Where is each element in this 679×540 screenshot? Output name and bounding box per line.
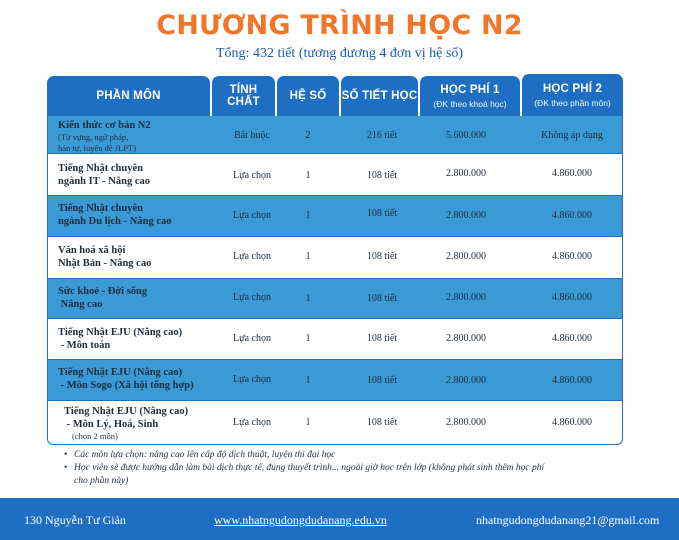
subject-cell xyxy=(58,244,218,270)
subject-name-line2: - Môn toán xyxy=(58,340,111,351)
type-cell: Lựa chọn xyxy=(233,374,271,385)
header-periods-label: SỐ TIẾT HỌC xyxy=(341,90,418,102)
fee1-cell: 2.800.000 xyxy=(446,168,486,179)
subject-name-line2: - Môn Lý, Hoá, Sinh xyxy=(64,419,159,430)
header-subject xyxy=(47,76,210,116)
header-type-label: TÍNH CHẤT xyxy=(227,84,260,108)
coef-cell: 1 xyxy=(305,417,311,428)
coef-cell: 1 xyxy=(305,293,311,304)
fee2-cell: Không áp dụng xyxy=(541,130,603,141)
header-coef xyxy=(277,76,339,116)
subject-cell xyxy=(58,162,218,188)
table-row xyxy=(47,360,623,401)
subject-name-line2: Nhật Bản - Nâng cao xyxy=(58,258,152,269)
fee2-cell: 4.860.000 xyxy=(552,375,592,386)
header-fee1-label: HỌC PHÍ 1 xyxy=(440,83,500,96)
coef-cell: 1 xyxy=(305,333,311,344)
coef-cell: 1 xyxy=(305,251,311,262)
fee1-cell: 2.800.000 xyxy=(446,375,486,386)
table-row xyxy=(47,401,623,445)
header-fee1-note: (ĐK theo khoá học) xyxy=(433,98,507,109)
type-cell: Lựa chọn xyxy=(233,292,271,303)
type-cell: Bắt buộc xyxy=(234,130,270,141)
subject-name-line2: - Môn Sogo (Xã hội tổng hợp) xyxy=(58,380,194,391)
subject-name-line2: ngành Du lịch - Nâng cao xyxy=(58,216,172,227)
footer-bar xyxy=(0,498,679,540)
subject-cell xyxy=(58,326,218,352)
subject-name-line2: Nâng cao xyxy=(58,299,103,310)
table-row xyxy=(47,196,623,237)
periods-cell: 108 tiết xyxy=(366,170,398,181)
type-cell: Lựa chọn xyxy=(233,333,271,344)
fee1-cell: 2.800.000 xyxy=(446,333,486,344)
fee1-cell: 2.800.000 xyxy=(446,210,486,221)
fee2-cell: 4.860.000 xyxy=(552,292,592,303)
header-type xyxy=(212,76,275,116)
subject-cell xyxy=(58,202,218,228)
fee1-cell: 2.800.000 xyxy=(446,417,486,428)
fee2-cell: 4.860.000 xyxy=(552,251,592,262)
page-title: CHƯƠNG TRÌNH HỌC N2 xyxy=(156,10,523,41)
table-row xyxy=(47,319,623,360)
notes-list xyxy=(64,449,644,488)
footer-email[interactable]: nhatngudongdudanang21@gmail.com xyxy=(476,513,660,527)
subject-name: Tiếng Nhật chuyên xyxy=(58,163,143,174)
subject-name: Tiếng Nhật chuyên xyxy=(58,203,143,214)
type-cell: Lựa chọn xyxy=(233,251,271,262)
periods-cell: 108 tiết xyxy=(366,251,398,262)
fee1-cell: 2.800.000 xyxy=(446,251,486,262)
header-fee1 xyxy=(420,76,520,116)
subject-cell xyxy=(58,119,218,154)
fee2-cell: 4.860.000 xyxy=(552,168,592,179)
coef-cell: 1 xyxy=(305,170,311,181)
table-row xyxy=(47,237,623,279)
footer-address: 130 Nguyễn Tư Giản xyxy=(24,513,126,527)
fee1-cell: 2.800.000 xyxy=(446,292,486,303)
header-fee2 xyxy=(522,74,623,116)
subject-name-line2: ngành IT - Nâng cao xyxy=(58,176,150,187)
coef-cell: 1 xyxy=(305,375,311,386)
subject-name: Tiếng Nhật EJU (Nâng cao) xyxy=(58,367,183,378)
note-item: • Học viên sẽ được hướng dẫn làm bài dịch thực tế, đúng thuyết trình... ngoài giờ học trên lớp (không phát sinh thêm học phí xyxy=(64,462,644,475)
subject-cell xyxy=(64,405,224,442)
subject-note: (Từ vựng, ngữ pháp, hán tự, luyện đề JLPT) xyxy=(58,132,137,153)
subject-name: Sức khoẻ - Đời sống xyxy=(58,286,148,297)
note-item: • Các môn lựa chọn: nâng cao lên cấp độ dịch thuật, luyện thi đại học xyxy=(64,449,644,462)
fee2-cell: 4.860.000 xyxy=(552,333,592,344)
fee2-cell: 4.860.000 xyxy=(552,210,592,221)
coef-cell: 1 xyxy=(305,210,311,221)
header-fee2-label: HỌC PHÍ 2 xyxy=(542,82,603,95)
subject-name: Kiến thức cơ bản N2 xyxy=(58,120,151,131)
type-cell: Lựa chọn xyxy=(233,170,271,181)
periods-cell: 108 tiết xyxy=(366,375,398,386)
note-item-continuation: cho phần này) xyxy=(74,476,129,486)
periods-cell: 108 tiết xyxy=(366,208,398,219)
fee2-cell: 4.860.000 xyxy=(552,417,592,428)
periods-cell: 108 tiết xyxy=(366,293,398,304)
subject-name: Tiếng Nhật EJU (Nâng cao) xyxy=(64,406,189,417)
header-periods xyxy=(341,76,418,116)
subject-cell xyxy=(58,285,218,311)
periods-cell: 108 tiết xyxy=(366,333,398,344)
type-cell: Lựa chọn xyxy=(233,210,271,221)
table-row xyxy=(47,154,623,196)
table-row xyxy=(47,279,623,319)
header-coef-label: HỆ SỐ xyxy=(289,90,327,102)
periods-cell: 108 tiết xyxy=(366,417,398,428)
page-subtitle: Tổng: 432 tiết (tương đương 4 đơn vị hệ số) xyxy=(216,46,463,61)
footer-website-link[interactable]: www.nhatngudongdudanang.edu.vn xyxy=(214,513,387,527)
coef-cell: 2 xyxy=(305,130,311,141)
fee1-cell: 5.600.000 xyxy=(446,130,486,141)
periods-cell: 216 tiết xyxy=(366,130,398,141)
header-fee2-note: (ĐK theo phần môn) xyxy=(534,97,611,108)
subject-name: Tiếng Nhật EJU (Nâng cao) xyxy=(58,327,183,338)
table-row xyxy=(47,116,623,154)
subject-cell xyxy=(58,366,218,392)
subject-note: (chọn 2 môn) xyxy=(72,431,118,441)
header-subject-label: PHẦN MÔN xyxy=(96,90,161,102)
subject-name: Văn hoá xã hội xyxy=(58,245,126,256)
type-cell: Lựa chọn xyxy=(233,417,271,428)
